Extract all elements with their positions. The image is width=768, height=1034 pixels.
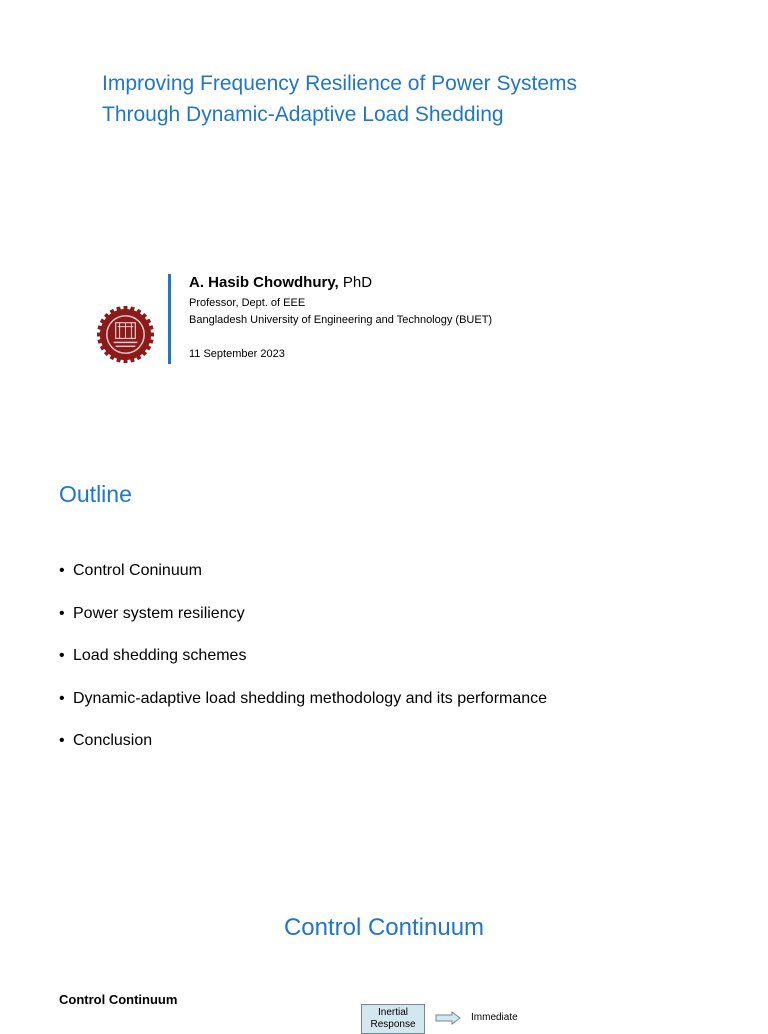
buet-seal-icon: [96, 305, 155, 364]
inertial-box-line-1: Inertial: [377, 1007, 408, 1018]
outline-item: • Conclusion: [59, 730, 547, 773]
outline-heading: Outline: [59, 481, 132, 507]
outline-list: [59, 560, 547, 773]
outline-item: • Dynamic-adaptive load shedding methodology and its performance: [59, 688, 547, 731]
outline-item: • Control Coninuum: [59, 560, 547, 603]
control-continuum-heading: Control Continuum: [283, 914, 485, 941]
outline-item: • Power system resiliency: [59, 603, 547, 646]
author-divider: [168, 274, 171, 364]
author-block: [168, 274, 688, 364]
title-line-2: Through Dynamic-Adaptive Load Shedding: [102, 103, 504, 126]
right-arrow-icon: [435, 1011, 461, 1025]
title-line-1: Improving Frequency Resilience of Power Systems: [102, 72, 578, 95]
author-degree: PhD: [342, 274, 373, 291]
immediate-label: Immediate: [471, 1012, 518, 1023]
outline-item: • Load shedding schemes: [59, 645, 547, 688]
author-name: A. Hasib Chowdhury,: [189, 274, 339, 291]
author-position: Professor, Dept. of EEE: [189, 297, 306, 309]
author-affiliation: Bangladesh University of Engineering and Technology (BUET): [189, 314, 493, 326]
inertial-box-line-2: Response: [370, 1019, 416, 1030]
presentation-date: 11 September 2023: [189, 348, 285, 360]
inertial-response-box: [361, 1004, 425, 1034]
control-continuum-subheading: Control Continuum: [59, 992, 178, 1007]
presentation-title: [102, 68, 702, 130]
author-name-line: [189, 274, 372, 291]
